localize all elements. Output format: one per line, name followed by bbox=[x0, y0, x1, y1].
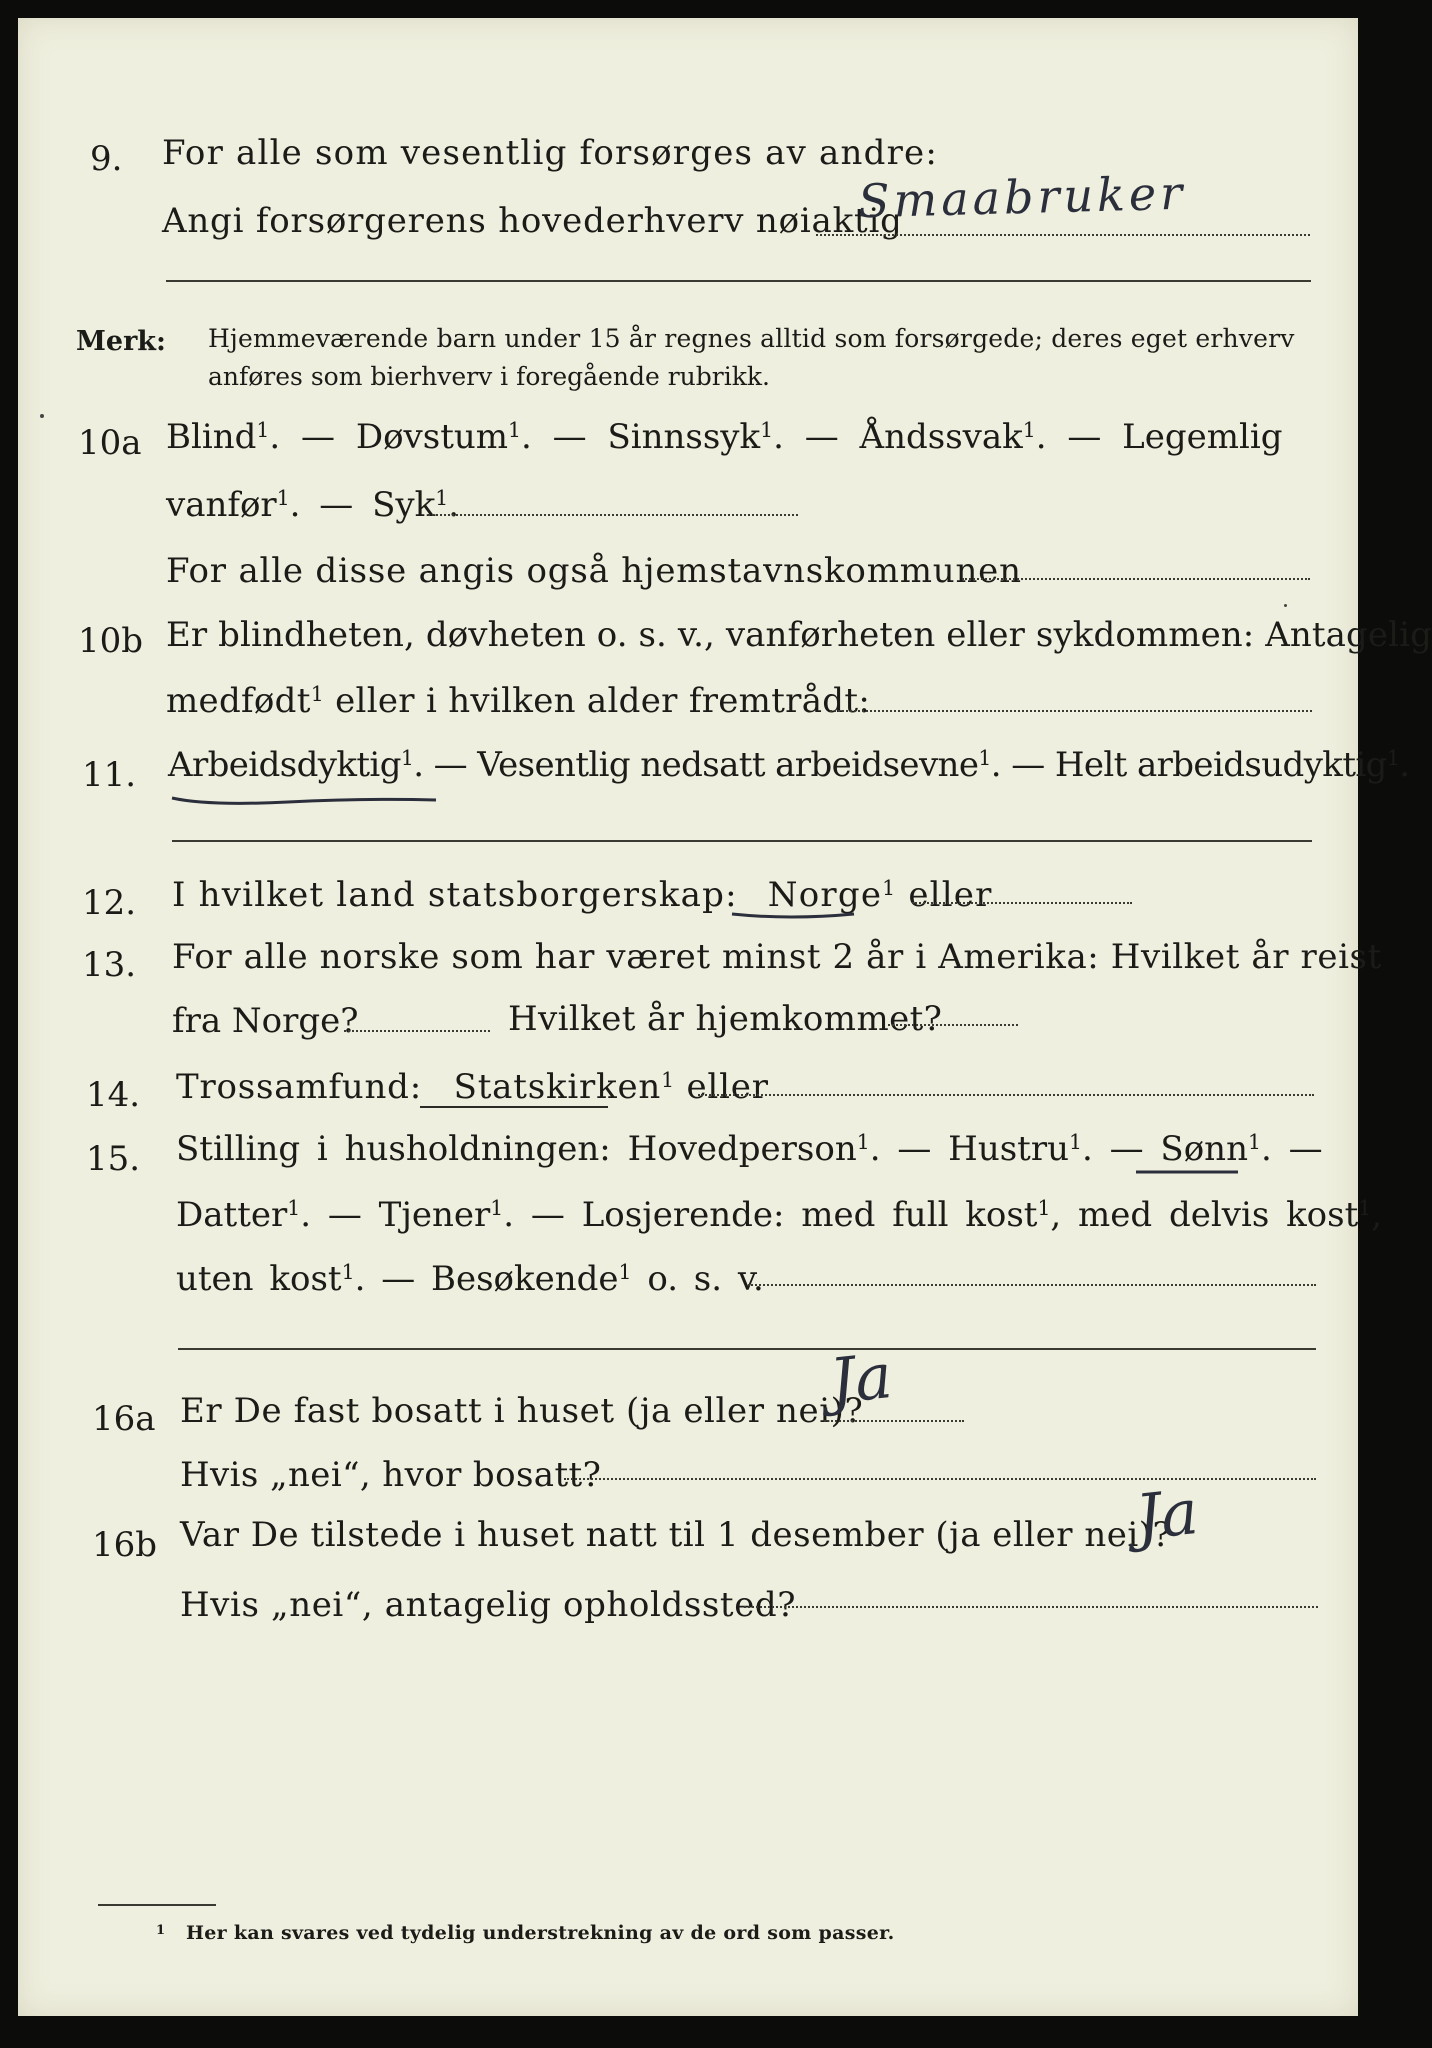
q16a-line1: Er De fast bosatt i huset (ja eller nei)? bbox=[180, 1391, 864, 1431]
q12-line: I hvilket land statsborgerskap: Norge$^1$ eller bbox=[172, 875, 993, 915]
q16b-handwritten-answer: Ja bbox=[1132, 1474, 1202, 1555]
paper-speck bbox=[1284, 604, 1287, 607]
q12-answer-line bbox=[912, 902, 1132, 904]
option-hustru: Hustru bbox=[948, 1129, 1069, 1169]
q14-answer-line bbox=[698, 1094, 1314, 1096]
q14-line: Trossamfund: Statskirken$^1$ eller bbox=[176, 1067, 769, 1107]
q16a-number: 16a bbox=[92, 1399, 156, 1439]
footnote-rule bbox=[98, 1904, 216, 1906]
q10b-answer-line bbox=[830, 710, 1312, 712]
q9-handwritten-answer: Smaabruker bbox=[857, 165, 1187, 229]
q10a-syk-line bbox=[428, 514, 798, 516]
q16b-line2: Hvis „nei“, antagelig opholdssted? bbox=[180, 1585, 797, 1625]
q10b-number: 10b bbox=[78, 621, 144, 661]
option-sonn: Sønn bbox=[1160, 1129, 1248, 1169]
q12-handwritten-underline bbox=[730, 906, 860, 926]
option-datter: Datter bbox=[176, 1195, 288, 1235]
q10a-options-line1: Blind$^1$. — Døvstum$^1$. — Sinnssyk$^1$. — Åndssvak$^1$. — Legemlig bbox=[166, 417, 1283, 457]
option-hovedperson: Hovedperson bbox=[627, 1129, 857, 1169]
q16a-bosatt-line bbox=[564, 1478, 1316, 1480]
q11-number: 11. bbox=[82, 755, 137, 795]
merk-line1: Hjemmeværende barn under 15 år regnes alltid som forsørgede; deres eget erhverv bbox=[208, 324, 1295, 353]
q11-handwritten-underline bbox=[168, 780, 448, 810]
q16a-answer-line bbox=[824, 1420, 964, 1422]
q9-line1: For alle som vesentlig forsørges av andre: bbox=[162, 133, 939, 173]
q14-number: 14. bbox=[86, 1075, 141, 1115]
q13-reist-line bbox=[344, 1030, 490, 1032]
q16b-number: 16b bbox=[92, 1525, 158, 1565]
option-losjerende: Losjerende: med full kost bbox=[581, 1195, 1038, 1235]
merk-label: Merk: bbox=[76, 326, 166, 357]
paper-speck bbox=[40, 414, 44, 418]
q15-answer-line bbox=[748, 1284, 1316, 1286]
q16b-line1: Var De tilstede i huset natt til 1 desember (ja eller nei)? bbox=[180, 1515, 1172, 1555]
q10b-line1: Er blindheten, døvheten o. s. v., vanførheten eller sykdommen: Antagelig bbox=[166, 615, 1432, 655]
footnote-text: Her kan svares ved tydelig understrekning av de ord som passer. bbox=[186, 1922, 895, 1944]
q13-line1: For alle norske som har været minst 2 år i Amerika: Hvilket år reist bbox=[172, 937, 1382, 977]
q13-line2a: fra Norge? bbox=[172, 1001, 359, 1041]
q13-number: 13. bbox=[82, 945, 137, 985]
option-nedsatt: Vesentlig nedsatt arbeidsevne bbox=[477, 745, 979, 785]
option-sinnssyk: Sinnssyk bbox=[607, 417, 761, 457]
q16b-opholdssted-line bbox=[744, 1606, 1318, 1608]
q14-statskirken-underline bbox=[420, 1106, 608, 1108]
option-besokende: Besøkende bbox=[431, 1259, 619, 1299]
q16a-handwritten-answer: Ja bbox=[826, 1338, 896, 1419]
option-legemlig: Legemlig bbox=[1122, 417, 1283, 457]
q15-blank-line bbox=[178, 1348, 1316, 1350]
option-statskirken: Statskirken bbox=[453, 1067, 662, 1107]
option-blind: Blind bbox=[166, 417, 257, 457]
option-syk: Syk bbox=[372, 485, 436, 525]
q13-hjemkommet-line bbox=[888, 1024, 1018, 1026]
q15-line2: Datter$^1$. — Tjener$^1$. — Losjerende: med full kost$^1$, med delvis kost$^1$, bbox=[176, 1195, 1383, 1235]
q9-line2: Angi forsørgerens hovederhverv nøiaktig bbox=[162, 201, 903, 241]
q15-sonn-underline bbox=[1134, 1164, 1244, 1180]
q10a-number: 10a bbox=[78, 423, 142, 463]
footnote-mark: 1 bbox=[156, 1923, 166, 1938]
q11-options: Arbeidsdyktig$^1$. — Vesentlig nedsatt arbeidsevne$^1$. — Helt arbeidsudyktig$^1$. bbox=[168, 745, 1410, 785]
q10a-options-line2: vanfør$^1$. — Syk$^1$. bbox=[166, 485, 460, 525]
option-vanfor: vanfør bbox=[166, 485, 277, 525]
q10b-line2: medfødt$^1$ eller i hvilken alder fremtrådt: bbox=[166, 681, 871, 721]
option-arbeidsdyktig: Arbeidsdyktig bbox=[168, 745, 401, 785]
q10a-line3: For alle disse angis også hjemstavnskommunen bbox=[166, 551, 1022, 591]
q12-number: 12. bbox=[82, 883, 137, 923]
option-tjener: Tjener bbox=[378, 1195, 491, 1235]
q15-line3: uten kost$^1$. — Besøkende$^1$ o. s. v. bbox=[176, 1259, 764, 1299]
q9-answer-line bbox=[816, 234, 1310, 236]
q9-blank-line bbox=[166, 280, 1311, 282]
option-uten-kost: uten kost bbox=[176, 1259, 342, 1299]
census-form-page bbox=[18, 18, 1432, 2016]
q11-blank-line bbox=[172, 840, 1312, 842]
q9-number: 9. bbox=[90, 139, 123, 179]
q16a-line2: Hvis „nei“, hvor bosatt? bbox=[180, 1455, 602, 1495]
option-dovstum: Døvstum bbox=[355, 417, 509, 457]
q15-number: 15. bbox=[86, 1139, 141, 1179]
option-andssvak: Åndssvak bbox=[859, 417, 1023, 457]
option-norge: Norge bbox=[767, 875, 883, 915]
q15-line1: Stilling i husholdningen: Hovedperson$^1$. — Hustru$^1$. — Sønn$^1$. — bbox=[176, 1129, 1323, 1169]
merk-line2: anføres som bierhverv i foregående rubrikk. bbox=[208, 362, 770, 391]
q10a-hjemstavn-line bbox=[962, 578, 1310, 580]
q13-line2b: Hvilket år hjemkommet? bbox=[508, 999, 943, 1039]
option-udyktig: Helt arbeidsudyktig bbox=[1054, 745, 1387, 785]
